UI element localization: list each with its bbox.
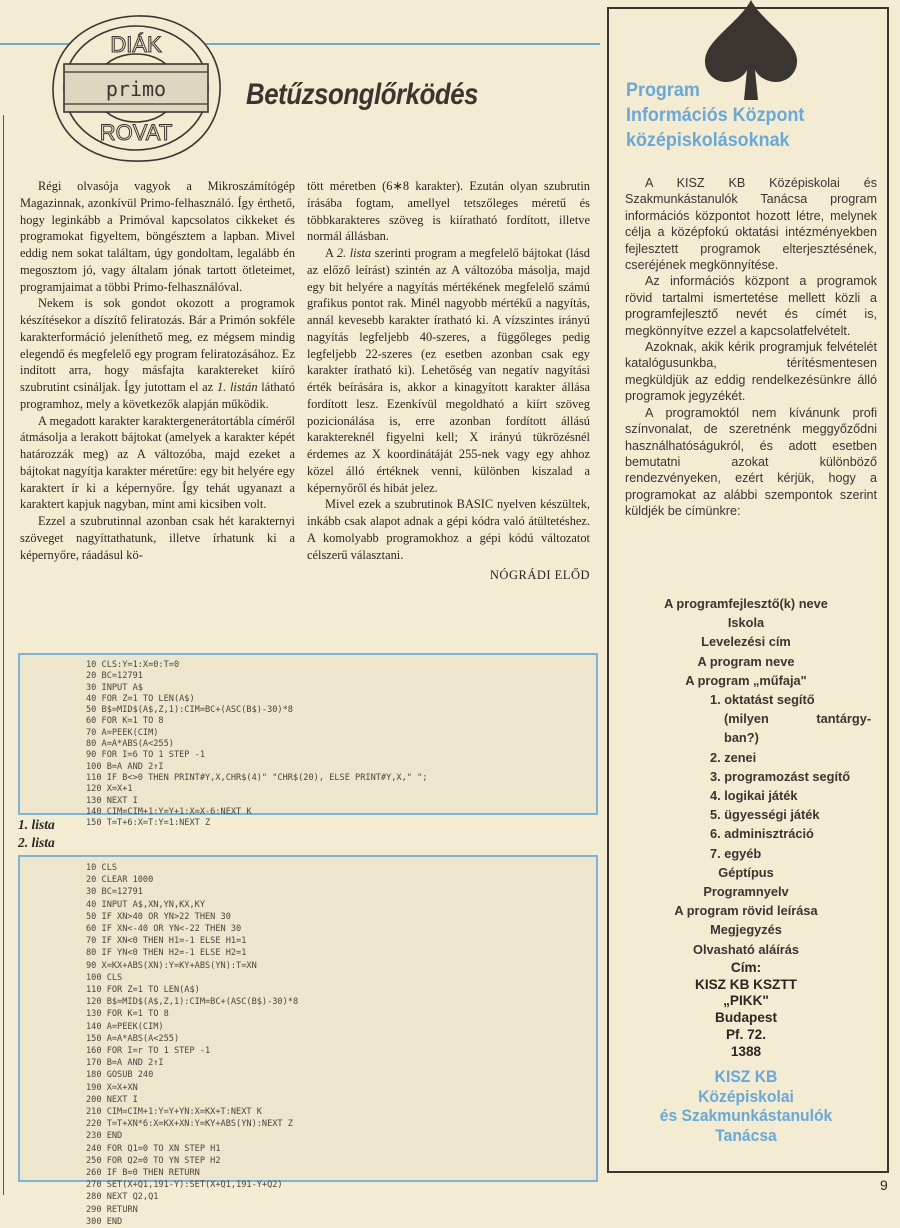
code-line: 10 CLS:Y=1:X=0:T=0: [86, 660, 180, 670]
paragraph: tött méretben (6∗8 karakter). Ezután olyan szubrutin írásába fogtam, amellyel tetszőleges méretű és többkarakteres szöveg is kiíratható fordított, illetve normál állásban.: [307, 179, 590, 244]
paragraph: Az információs központ a programok rövid tartalmi ismertetése mellett közli a programfejlesztő nevét és címét is, megkönnyítve ezzel a kapcsolatfelvételt.: [625, 274, 877, 338]
code-line: 110 FOR Z=1 TO LEN(A$): [86, 985, 200, 996]
address-line: Budapest: [715, 1010, 777, 1026]
field-label: Levelezési cím: [701, 634, 791, 650]
code-line: 30 INPUT A$: [86, 682, 143, 693]
genre-item: ban?): [724, 730, 759, 746]
code-line: 210 CIM=CIM+1:Y=Y+YN:X=KX+T:NEXT K: [86, 1107, 262, 1118]
paragraph: A programoktól nem kívánunk profi színvonalat, de szeretnénk meggyőződni használhatóságukról, és adott esetben bemutatni azokat különböző rendezvényeken, ezért kérjük, hogy a programokat az alábbi szempontok szerint küldjék be címünkre:: [625, 405, 877, 519]
genre-item: 5. ügyességi játék: [710, 807, 820, 823]
code-line: 150 T=T+6:X=T:Y=1:NEXT Z: [86, 818, 211, 829]
paragraph: A megadott karakter karaktergenerátortábla címéről átmásolja a lerakott bájtokat (amelyek a karakter képét határozzák meg) az A változóba, majd ezeket a bájtokat nagyítja karakter méretűre: egy bit helyére egy karaktert ír ki a képernyőre. Így tehát ugyanazt a karaktert kapjuk nagyban, mint ami kicsiben volt.: [20, 413, 295, 512]
paragraph: Ezzel a szubrutinnal azonban csak hét karakternyi szöveget nagyíttathatunk, illetve írhatunk ki a képernyőre, ráadásul kö-: [20, 514, 295, 562]
code-line: 290 RETURN: [86, 1204, 138, 1215]
code-line: 30 BC=12791: [86, 887, 143, 898]
address-line: KISZ KB KSZTT: [695, 976, 797, 992]
field-label: A program „műfaja": [685, 672, 807, 688]
listing-reference: 2. lista: [336, 246, 372, 260]
code-line: 20 CLEAR 1000: [86, 875, 154, 886]
panel-title: [626, 78, 804, 153]
code-line: 170 B=A AND 2↑I: [86, 1058, 164, 1069]
page-number: 9: [880, 1177, 888, 1193]
genre-item: 3. programozást segítő: [710, 768, 851, 784]
genre-item: 4. logikai játék: [710, 788, 798, 804]
org-line: KISZ KB: [714, 1068, 778, 1086]
code-line: 240 FOR Q1=0 TO XN STEP H1: [86, 1143, 221, 1154]
diak-primo-rovat-logo: [48, 12, 224, 164]
code-line: 160 FOR I=r TO 1 STEP -1: [86, 1046, 211, 1057]
listing-1-caption: 1. lista: [18, 817, 55, 832]
code-line: 50 IF XN>40 OR YN>22 THEN 30: [86, 911, 231, 922]
paragraph: Nekem is sok gondot okozott a programok készítésekor a díszítő feliratozás. Bár a Primón sokféle karakterformáció jeleníthető meg, ez mégsem mindig elegendő és megfelelő egy program feliratozásához. Ez indított arra, hogy másfajta karaktereket kiíró szubrutint csináljak. Így jutottam el az 1. listán látható programhoz, mely a következők alapján működik.: [20, 296, 295, 411]
paragraph: A KISZ KB Középiskolai és Szakmunkástanulók Tanácsa program információs központot hozott létre, melynek célja a középfokú oktatási intézményekben fejlesztett programok elterjesztésének, cseréjének megkönnyítése.: [625, 176, 877, 273]
code-line: 190 X=X+XN: [86, 1082, 138, 1093]
panel-title-line: Információs Központ: [626, 104, 805, 126]
genre-item: 2. zenei: [710, 749, 757, 765]
genre-item: 1. oktatást segítő: [710, 692, 815, 708]
organization-name: [619, 1068, 874, 1146]
code-line: 300 END: [86, 1216, 123, 1227]
code-line: 150 A=A*ABS(A<255): [86, 1033, 180, 1044]
article-title: Betűzsonglőrködés: [246, 78, 479, 111]
code-listing-2: [18, 855, 598, 1227]
panel-title-line: Program: [626, 79, 700, 101]
code-line: 130 NEXT I: [86, 795, 138, 806]
code-line: 270 SET(X+Q1,191-Y):SET(X+Q1,191-Y+Q2): [86, 1180, 283, 1191]
code-line: 80 IF YN<0 THEN H2=-1 ELSE H2=1: [86, 948, 247, 959]
code-line: 140 CIM=CIM+1:Y=Y+1:X=X-6:NEXT K: [86, 806, 252, 817]
logo-middle-text: primo: [105, 77, 167, 101]
field-label: A program neve: [697, 653, 795, 669]
article-column-2: [307, 178, 590, 584]
code-line: 120 X=X+1: [86, 784, 133, 795]
logo-bottom-text: ROVAT: [99, 120, 173, 145]
article-column-1: [20, 178, 295, 563]
code-line: 100 CLS: [86, 972, 123, 983]
field-label: Olvasható aláírás: [693, 941, 799, 957]
code-line: 20 BC=12791: [86, 671, 143, 682]
code-line: 90 X=KX+ABS(XN):Y=KY+ABS(YN):T=XN: [86, 960, 257, 971]
code-line: 100 B=A AND 2↑I: [86, 761, 164, 772]
address-line: „PIKK": [723, 993, 769, 1009]
org-line: Középiskolai: [698, 1087, 794, 1106]
logo-top-text: DIÁK: [110, 32, 162, 57]
code-line: 70 A=PEEK(CIM): [86, 727, 159, 738]
code-line: 40 INPUT A$,XN,YN,KX,KY: [86, 899, 205, 910]
code-line: 70 IF XN<0 THEN H1=-1 ELSE H1=1: [86, 936, 247, 947]
code-line: 60 FOR K=1 TO 8: [86, 716, 164, 727]
code-line: 40 FOR Z=1 TO LEN(A$): [86, 693, 195, 704]
author-signature: NÓGRÁDI ELŐD: [489, 568, 590, 583]
code-line: 130 FOR K=1 TO 8: [86, 1009, 169, 1020]
field-label: Programnyelv: [703, 884, 789, 900]
code-line: 80 A=A*ABS(A<255): [86, 739, 174, 750]
org-line: és Szakmunkástanulók: [659, 1107, 833, 1125]
left-margin-rule: [3, 115, 4, 1195]
submission-fields: [612, 594, 880, 959]
field-label: Géptípus: [718, 864, 774, 880]
paragraph: Régi olvasója vagyok a Mikroszámítógép Magazinnak, azonkívül Primo-felhasználó. Így érthető, hogy leginkább a Primóval kapcsolatos cikkeket és programokat figyeltem, böngésztem a lapban. Mivel eddig nem sokat találtam, úgy gondoltam, legalább én megosztom jó, vagy általam jónak tartott ötleteimet, programjaimat a többi Primo-felhasználóval.: [20, 179, 295, 294]
org-line: Tanácsa: [715, 1126, 777, 1145]
code-line: 280 NEXT Q2,Q1: [86, 1192, 159, 1203]
code-line: 140 A=PEEK(CIM): [86, 1021, 164, 1032]
code-line: 220 T=T+XN*6:X=KX+XN:Y=KY+ABS(YN):NEXT Z: [86, 1119, 293, 1130]
field-label: Megjegyzés: [710, 922, 782, 938]
field-label: Iskola: [727, 615, 765, 631]
code-line: 50 B$=MID$(A$,Z,1):CIM=BC+(ASC(B$)-30)*8: [86, 705, 293, 716]
field-label: A programfejlesztő(k) neve: [664, 596, 828, 611]
listing-reference: 1. listán: [216, 380, 258, 394]
panel-title-line: középiskolásoknak: [626, 129, 790, 151]
code-line: 180 GOSUB 240: [86, 1070, 154, 1081]
field-label: A program rövid leírása: [674, 903, 818, 919]
code-line: 110 IF B<>0 THEN PRINT#Y,X,CHR$(4)" "CHR$(20), ELSE PRINT#Y,X," ";: [86, 772, 428, 783]
code-line: 60 IF XN<-40 OR YN<-22 THEN 30: [86, 924, 242, 935]
genre-item: 7. egyéb: [710, 845, 762, 861]
address-line: Cím:: [730, 960, 762, 975]
code-line: 260 IF B=0 THEN RETURN: [86, 1168, 200, 1179]
code-line: 250 FOR Q2=0 TO YN STEP H2: [86, 1155, 221, 1166]
paragraph: Mivel ezek a szubrutinok BASIC nyelven készültek, inkább csak alapot adnak a gépi kódra való átültetéshez. A komolyabb programokhoz a gépi kódú változatot célszerű választani.: [307, 497, 590, 562]
paragraph: Azoknak, akik kérik programjuk felvételét katalógusunkba, térítésmentesen megküldjük az eddig rendelkezésünkre álló programok jegyzékét.: [625, 340, 877, 404]
postal-address: [612, 960, 880, 1060]
address-line: Pf. 72.: [725, 1026, 767, 1042]
genre-item: 6. adminisztráció: [710, 826, 814, 842]
address-line: 1388: [730, 1043, 762, 1059]
code-line: 90 FOR I=6 TO 1 STEP -1: [86, 750, 205, 761]
genre-item: (milyen tantárgy-: [724, 711, 872, 727]
listing-2-caption: 2. lista: [18, 835, 55, 850]
paragraph: A 2. lista szerinti program a megfelelő bájtokat (lásd az előző leírást) szintén az A változóba másolja, majd egy bit helyére a nagyítás mértékének megfelelő számú grafikus pontot rak. Minél nagyobb mértékű a nagyítás, annál kevesebb karakter íratható ki. A vízszintes irányú nagyítás legfeljebb 40-szeres, a függőleges pedig legfeljebb 22-szeres (ez esetben azonban csak egy karakter íratható ki). Lehetőség van negatív nagyítási érték beírására is, akkor a kinagyított karakter állása fordított lesz. Ezenkívül megoldható a kiírt szöveg pozicionálása is, erre azonban fordított állású karaktereknél figyelni kell; X irányú tükrözésnél érdemes az X koordinátáját 255-nek vagy egy ahhoz közel álló értéknek venni, különben kiszalad a képernyőről és hibát jelez.: [307, 246, 590, 495]
code-line: 200 NEXT I: [86, 1094, 138, 1105]
code-line: 120 B$=MID$(A$,Z,1):CIM=BC+(ASC(B$)-30)*8: [86, 997, 299, 1008]
panel-body: [625, 175, 877, 520]
code-line: 230 END: [86, 1131, 123, 1142]
code-line: 10 CLS: [86, 863, 118, 873]
